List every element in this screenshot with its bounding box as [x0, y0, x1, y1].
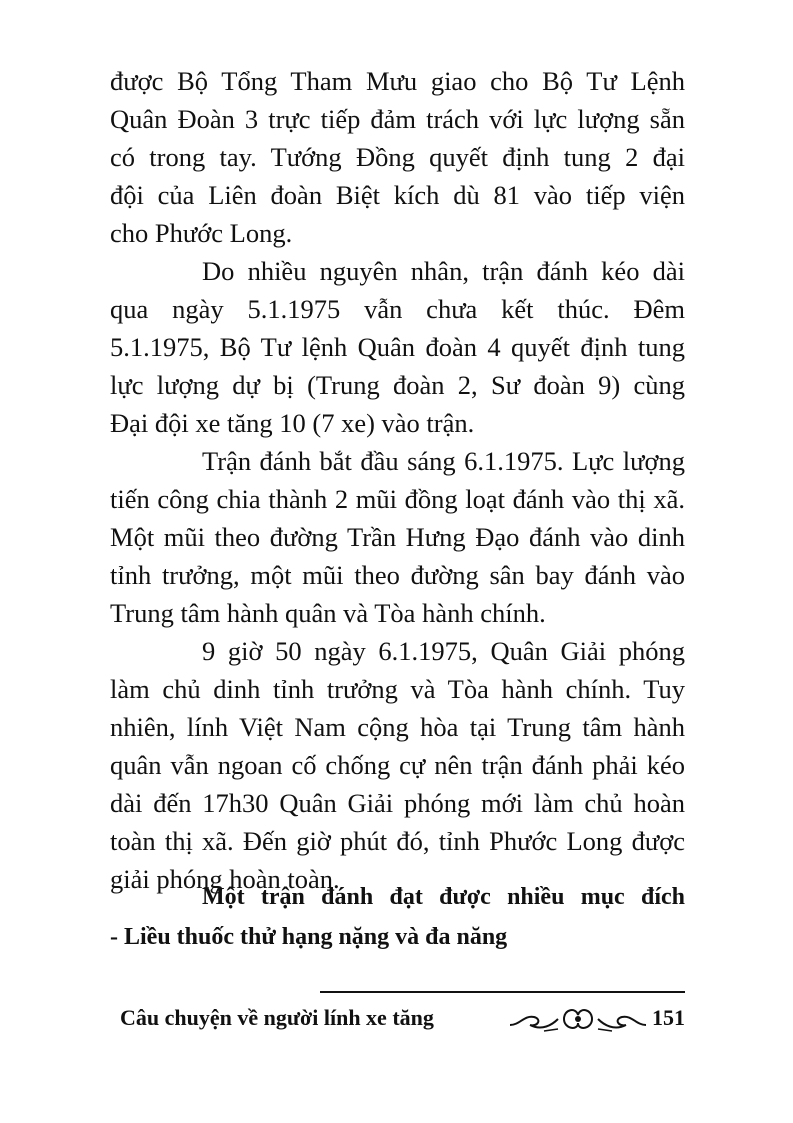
section-heading-line-1: Một trận đánh đạt được nhiều mục đích — [202, 884, 685, 910]
body-line: 9 giờ 50 ngày 6.1.1975, Quân Giải phóng — [202, 636, 685, 666]
body-line: tiến công chia thành 2 mũi đồng loạt đánh vào thị xã. — [110, 484, 685, 514]
body-line: có trong tay. Tướng Đồng quyết định tung 2 đại — [110, 142, 685, 172]
body-line: nhiên, lính Việt Nam cộng hòa tại Trung tâm hành — [110, 712, 685, 742]
body-line: Đại đội xe tăng 10 (7 xe) vào trận. — [110, 408, 475, 438]
body-line: giải phóng hoàn toàn. — [110, 864, 340, 894]
body-line: dài đến 17h30 Quân Giải phóng mới làm chủ hoàn — [110, 788, 685, 818]
body-line: Một mũi theo đường Trần Hưng Đạo đánh vào dinh — [110, 522, 685, 552]
section-heading-line-2: - Liều thuốc thử hạng nặng và đa năng — [110, 924, 508, 950]
ornament-flourish-icon — [508, 1001, 648, 1037]
body-line: tỉnh trưởng, một mũi theo đường sân bay đánh vào — [110, 560, 685, 590]
page-number: 151 — [652, 1005, 685, 1030]
body-line: qua ngày 5.1.1975 vẫn chưa kết thúc. Đêm — [110, 294, 685, 324]
body-line: toàn thị xã. Đến giờ phút đó, tỉnh Phước Long được — [110, 826, 685, 856]
body-line: 5.1.1975, Bộ Tư lệnh Quân đoàn 4 quyết định tung — [110, 332, 685, 362]
body-line: Quân Đoàn 3 trực tiếp đảm trách với lực lượng sẵn — [110, 104, 685, 134]
page-footer — [120, 1001, 685, 1041]
body-line: quân vẫn ngoan cố chống cự nên trận đánh phải kéo — [110, 750, 685, 780]
body-line: làm chủ dinh tỉnh trưởng và Tòa hành chính. Tuy — [110, 674, 685, 704]
body-line: lực lượng dự bị (Trung đoàn 2, Sư đoàn 9) cùng — [110, 370, 685, 400]
body-line: cho Phước Long. — [110, 218, 293, 248]
body-line: Trung tâm hành quân và Tòa hành chính. — [110, 598, 546, 628]
body-line: Do nhiều nguyên nhân, trận đánh kéo dài — [202, 256, 685, 286]
body-line: được Bộ Tổng Tham Mưu giao cho Bộ Tư Lệnh — [110, 66, 685, 96]
footer-book-title: Câu chuyện về người lính xe tăng — [120, 1005, 434, 1030]
body-line: đội của Liên đoàn Biệt kích dù 81 vào tiếp viện — [110, 180, 685, 210]
body-line: Trận đánh bắt đầu sáng 6.1.1975. Lực lượng — [202, 446, 685, 476]
footer-rule — [320, 991, 685, 993]
